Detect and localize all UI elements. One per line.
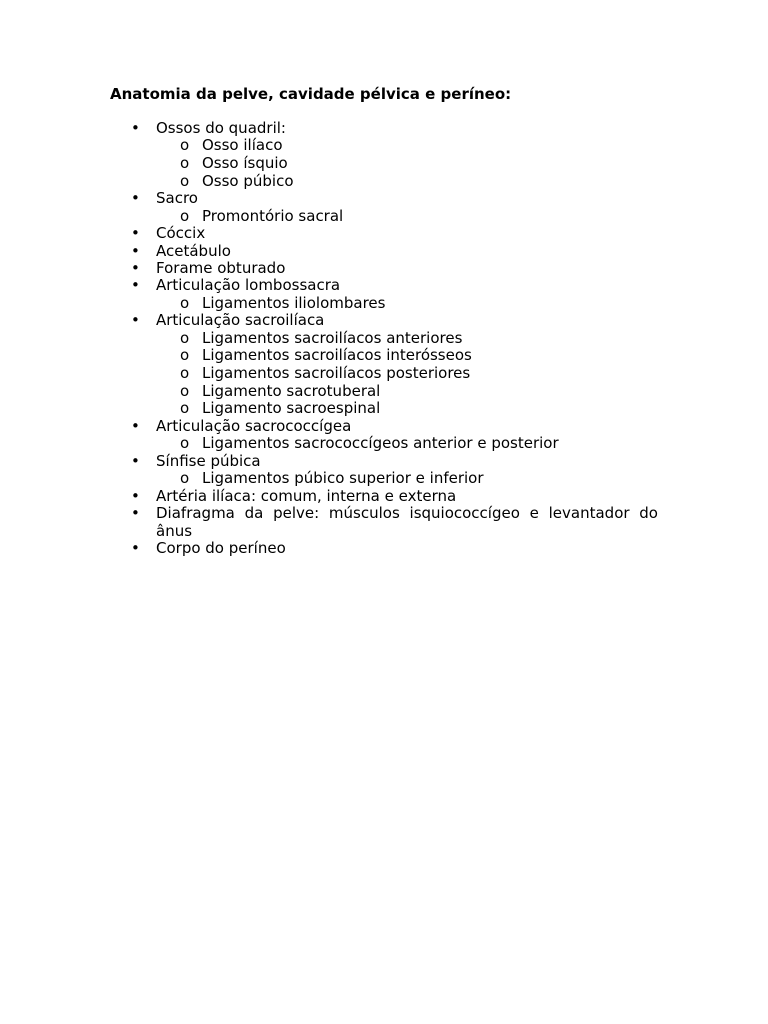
circle-bullet-icon: o — [180, 328, 190, 347]
list-item-label: Articulação sacrococcígea — [156, 416, 352, 435]
sub-list-item — [156, 435, 658, 453]
bullet-icon: • — [131, 224, 140, 243]
circle-bullet-icon: o — [180, 171, 190, 190]
sub-list-item — [156, 365, 658, 383]
sub-list-item — [156, 208, 658, 226]
sub-list — [156, 470, 658, 488]
sub-list-item-label: Ligamento sacrotuberal — [202, 381, 381, 400]
list-item-label: Cóccix — [156, 224, 206, 243]
list-item-label: Artéria ilíaca: comum, interna e externa — [156, 486, 457, 505]
list-item — [110, 260, 658, 277]
list-item-label: Sínfise púbica — [156, 451, 261, 470]
sub-list-item-label: Ligamentos púbico superior e inferior — [202, 469, 484, 488]
bullet-icon: • — [131, 311, 140, 330]
circle-bullet-icon: o — [180, 381, 190, 400]
sub-list-item-label: Ligamentos sacroilíacos anteriores — [202, 328, 463, 347]
sub-list-item — [156, 347, 658, 365]
bullet-icon: • — [131, 276, 140, 295]
sub-list — [156, 137, 658, 190]
bullet-icon: • — [131, 259, 140, 277]
circle-bullet-icon: o — [180, 364, 190, 382]
list-item-label: Acetábulo — [156, 241, 231, 260]
list-item — [110, 120, 658, 190]
circle-bullet-icon: o — [180, 154, 190, 172]
circle-bullet-icon: o — [180, 399, 190, 418]
list-item — [110, 225, 658, 242]
list-item — [110, 277, 658, 312]
bullet-icon: • — [131, 539, 140, 557]
sub-list-item-label: Ligamento sacroespinal — [202, 399, 381, 418]
sub-list-item-label: Ligamentos sacrococcígeos anterior e posterior — [202, 434, 559, 453]
sub-list-item-label: Ligamentos sacroilíacos posteriores — [202, 364, 471, 382]
sub-list-item — [156, 137, 658, 155]
list-item — [110, 540, 658, 557]
sub-list-item — [156, 173, 658, 191]
sub-list-item-label: Promontório sacral — [202, 206, 344, 225]
sub-list — [156, 295, 658, 313]
bullet-icon: • — [131, 486, 140, 505]
bullet-icon: • — [131, 241, 140, 260]
list-item — [110, 453, 658, 488]
bullet-icon: • — [131, 416, 140, 435]
list-item-label: Sacro — [156, 189, 198, 208]
circle-bullet-icon: o — [180, 469, 190, 488]
list-item — [110, 418, 658, 453]
list-item — [110, 312, 658, 417]
circle-bullet-icon: o — [180, 206, 190, 225]
sub-list — [156, 330, 658, 418]
list-item-label: Articulação lombossacra — [156, 276, 341, 295]
sub-list-item — [156, 400, 658, 418]
sub-list-item — [156, 295, 658, 313]
sub-list-item-label: Osso púbico — [202, 171, 294, 190]
sub-list-item — [156, 470, 658, 488]
sub-list-item-label: Ligamentos iliolombares — [202, 293, 386, 312]
circle-bullet-icon: o — [180, 346, 190, 365]
sub-list — [156, 435, 658, 453]
sub-list-item-label: Ligamentos sacroilíacos interósseos — [202, 346, 472, 365]
sub-list-item — [156, 155, 658, 173]
topic-list — [110, 120, 658, 557]
list-item — [110, 505, 658, 540]
list-item-label: Diafragma da pelve: músculos isquiococcígeo e levantador do ânus — [156, 504, 658, 540]
list-item-label: Forame obturado — [156, 259, 286, 277]
list-item-label: Ossos do quadril: — [156, 119, 286, 137]
list-item-label: Corpo do períneo — [156, 539, 286, 557]
sub-list-item-label: Osso ilíaco — [202, 136, 283, 155]
sub-list-item — [156, 330, 658, 348]
list-item — [110, 488, 658, 505]
list-item — [110, 243, 658, 260]
document-page — [110, 84, 658, 557]
list-item-label: Articulação sacroilíaca — [156, 311, 325, 330]
sub-list-item — [156, 383, 658, 401]
bullet-icon: • — [131, 504, 140, 523]
bullet-icon: • — [131, 119, 140, 137]
document-title: Anatomia da pelve, cavidade pélvica e períneo: — [110, 85, 512, 103]
sub-list — [156, 208, 658, 226]
bullet-icon: • — [131, 189, 140, 208]
bullet-icon: • — [131, 451, 140, 470]
sub-list-item-label: Osso ísquio — [202, 154, 288, 172]
circle-bullet-icon: o — [180, 293, 190, 312]
circle-bullet-icon: o — [180, 434, 190, 453]
list-item — [110, 190, 658, 225]
circle-bullet-icon: o — [180, 136, 190, 155]
